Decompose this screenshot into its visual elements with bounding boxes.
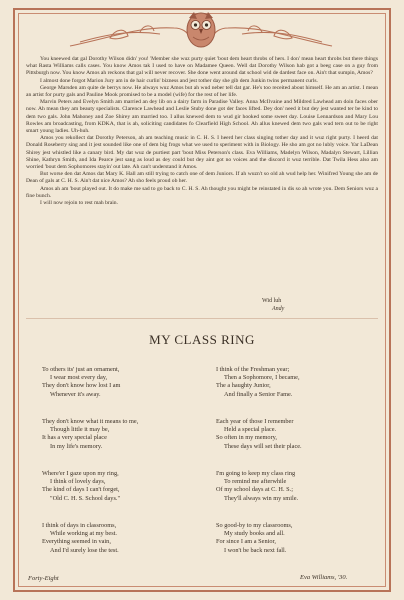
letter-paragraph: But worse den dat Amos dat Mary K. Hall am still trying to catch one of dem Juniors. If ah wuzn't so old ah wud help her. Winifred Young she am de Dean of gals at C. H. S. Ain't dat nice Amos? Ah sho feels proud ob her. bbox=[26, 171, 378, 185]
poem-line: I think of days in classrooms, bbox=[42, 522, 117, 529]
poem-line: Everything seemed in vain, bbox=[42, 538, 111, 546]
poem-line: My study books and all. bbox=[224, 530, 285, 538]
poem-stanza bbox=[216, 522, 292, 555]
poem-stanza bbox=[216, 366, 300, 399]
poem-stanza bbox=[42, 418, 138, 451]
poem-line: "Old C. H. S. School days." bbox=[50, 494, 121, 502]
poem-stanza bbox=[42, 470, 120, 503]
poem-line: To remind me afterwhile bbox=[224, 478, 287, 486]
signoff-text: Wid luh bbox=[262, 298, 282, 304]
page-number: Forty-Eight bbox=[28, 575, 59, 582]
poem-line: Where'er I gaze upon my ring, bbox=[42, 470, 119, 477]
poem-line: I won't be back next fall. bbox=[224, 546, 287, 554]
header-ornament bbox=[70, 8, 332, 50]
poem-line: So often in my memory, bbox=[216, 434, 277, 442]
poem-line: They'll always win my smile. bbox=[224, 494, 299, 502]
poem-line: In my life's memory. bbox=[50, 442, 103, 450]
poem-line: While working at my best. bbox=[50, 530, 117, 538]
letter-signoff bbox=[262, 297, 284, 313]
letter-paragraph: You kneewed dat gal Dorothy Wilson didn' you! 'Member she wuz purty quiet 'bout dem heart throbs of hers. I don' mean heart throbs but there things what Rasta Williams calls cases. You know Amos tak I used to have on Madamee Queen. Well dat Dorothy Wilson hab got a beeg case on a guy from Pittsburgh now. You know Amos ah reckons that gal will never recover. She done went around dat school wid de dardest face on. Ain't that sumpin, Amos? bbox=[26, 56, 378, 77]
letter-paragraph: Amos ah am 'bout played out. It do make me sad to go back to C. H. S. Ah thought you might be reinstated in dis so ah wrote you. Dem Seniors wuz a fine bunch. bbox=[26, 185, 378, 199]
poem-line: Held a special place. bbox=[224, 426, 277, 434]
poem-stanza bbox=[216, 470, 298, 503]
poem-line: So good-by to my classrooms, bbox=[216, 522, 293, 529]
signature: Andy bbox=[272, 306, 285, 312]
poem-line: Though little it may be, bbox=[50, 426, 110, 434]
poem-line: Each year of those I remember bbox=[216, 418, 294, 425]
poem-line: To others its' just an ornament, bbox=[42, 366, 120, 373]
poem-stanza bbox=[42, 366, 120, 399]
poem-title: MY CLASS RING bbox=[149, 332, 255, 347]
poem-line: The a haughty Junior, bbox=[216, 382, 271, 390]
poem-line: I'm going to keep my class ring bbox=[216, 470, 296, 477]
poem-line: Of my school days at C. H. S.; bbox=[216, 486, 293, 494]
poem-stanza bbox=[216, 418, 302, 451]
poem-line: They don't know what it means to me, bbox=[42, 418, 139, 425]
poem-line: And finally a Senior Fame. bbox=[224, 390, 293, 398]
poem-line: For since I am a Senior, bbox=[216, 538, 276, 546]
poem-author: Eva Williams, '30. bbox=[300, 574, 348, 581]
letter-paragraph: I will now rejoin to rest mah brain. bbox=[40, 200, 118, 207]
section-divider bbox=[26, 318, 378, 319]
poem-line: The kind of days I can't forget, bbox=[42, 486, 120, 494]
poem-stanza bbox=[42, 522, 119, 555]
owl-icon bbox=[187, 12, 215, 47]
poem-line: They don't know how lost I am bbox=[42, 382, 121, 390]
letter-body bbox=[26, 56, 378, 207]
poem-line: Whenever it's away. bbox=[50, 390, 101, 398]
poem-line: It has a very special place bbox=[42, 434, 107, 442]
letter-paragraph: I almost done forgot Marion Jury am in de hair curlin' bizness and jest tother day she gib dem Junkin twins permanent curls. bbox=[40, 77, 318, 84]
letter-paragraph: George Marsden am quite de berrys now. He always wuz Amos but ah wud neber tell dat gar. He's too receited about himself. He am an artist. I mean an artist for purty gals and Pauline Mook promised to be a model (wife) for the rest of her life. bbox=[26, 84, 378, 99]
letter-paragraph: Marvin Peters and Evelyn Smith am married an dey lib on a dairy farm in Paradise Valley. Anna McIlvaine and Mildred Lawhead am doin faces ober now. Ah mean they am beauty specialists. Clarence Lawhead and Leslie Stuby done got der faces lifted. Dey don' need it but dey jest wanted ter be kind to dem two gals. John Mahoney and Zoe Shirey am married too. I allus knewed dem to wud gir hooked some sweet day. Louise Lennardson and Mary Lou Rowles am broadcasting, from KDKA, that is ah, soliciting candidates fo Clearfield High School. Ah allus knewed dem two gals wud tern out to be right smart young ladies. Uh-huh. bbox=[26, 99, 378, 135]
poem-line: I wear most every day, bbox=[50, 374, 108, 382]
letter-paragraph: Amos you rekollect dat Dorothy Peterson, ah am teaching music in C. H. S. I heerd her class singing tother day and it wuz right purty. I heerd dat Donald Roseberry sing and it jest sounded like one of dem big frogs what we used to speriment with in Biology. He sho am got no lubly voice. Yar LaDean Shirey jest whistled like a canary bird. My dat wuz de purtiest part 'bout Miss Peterson's class. Eva Williams, Madelyn Wilson, Madalyn Stewart, Lillian Shine, Kathryn Smith, and Ida Pearce jest sang as loud as dey could but dey aint got no voices and the discord it wuz terrible. Dat Twila Hess also am worried 'bout dem Sophomores stayin' out late. Ah can't understand it Amos. bbox=[26, 135, 378, 171]
poem-line: I think of lovely days, bbox=[50, 478, 106, 486]
poem-line: And I'd surely lose the test. bbox=[50, 546, 119, 554]
poem-line: Then a Sophomore, I became, bbox=[224, 374, 300, 382]
poem-line: I think of the Freshman year; bbox=[216, 366, 290, 373]
poem-line: These days will set their place. bbox=[224, 442, 302, 450]
